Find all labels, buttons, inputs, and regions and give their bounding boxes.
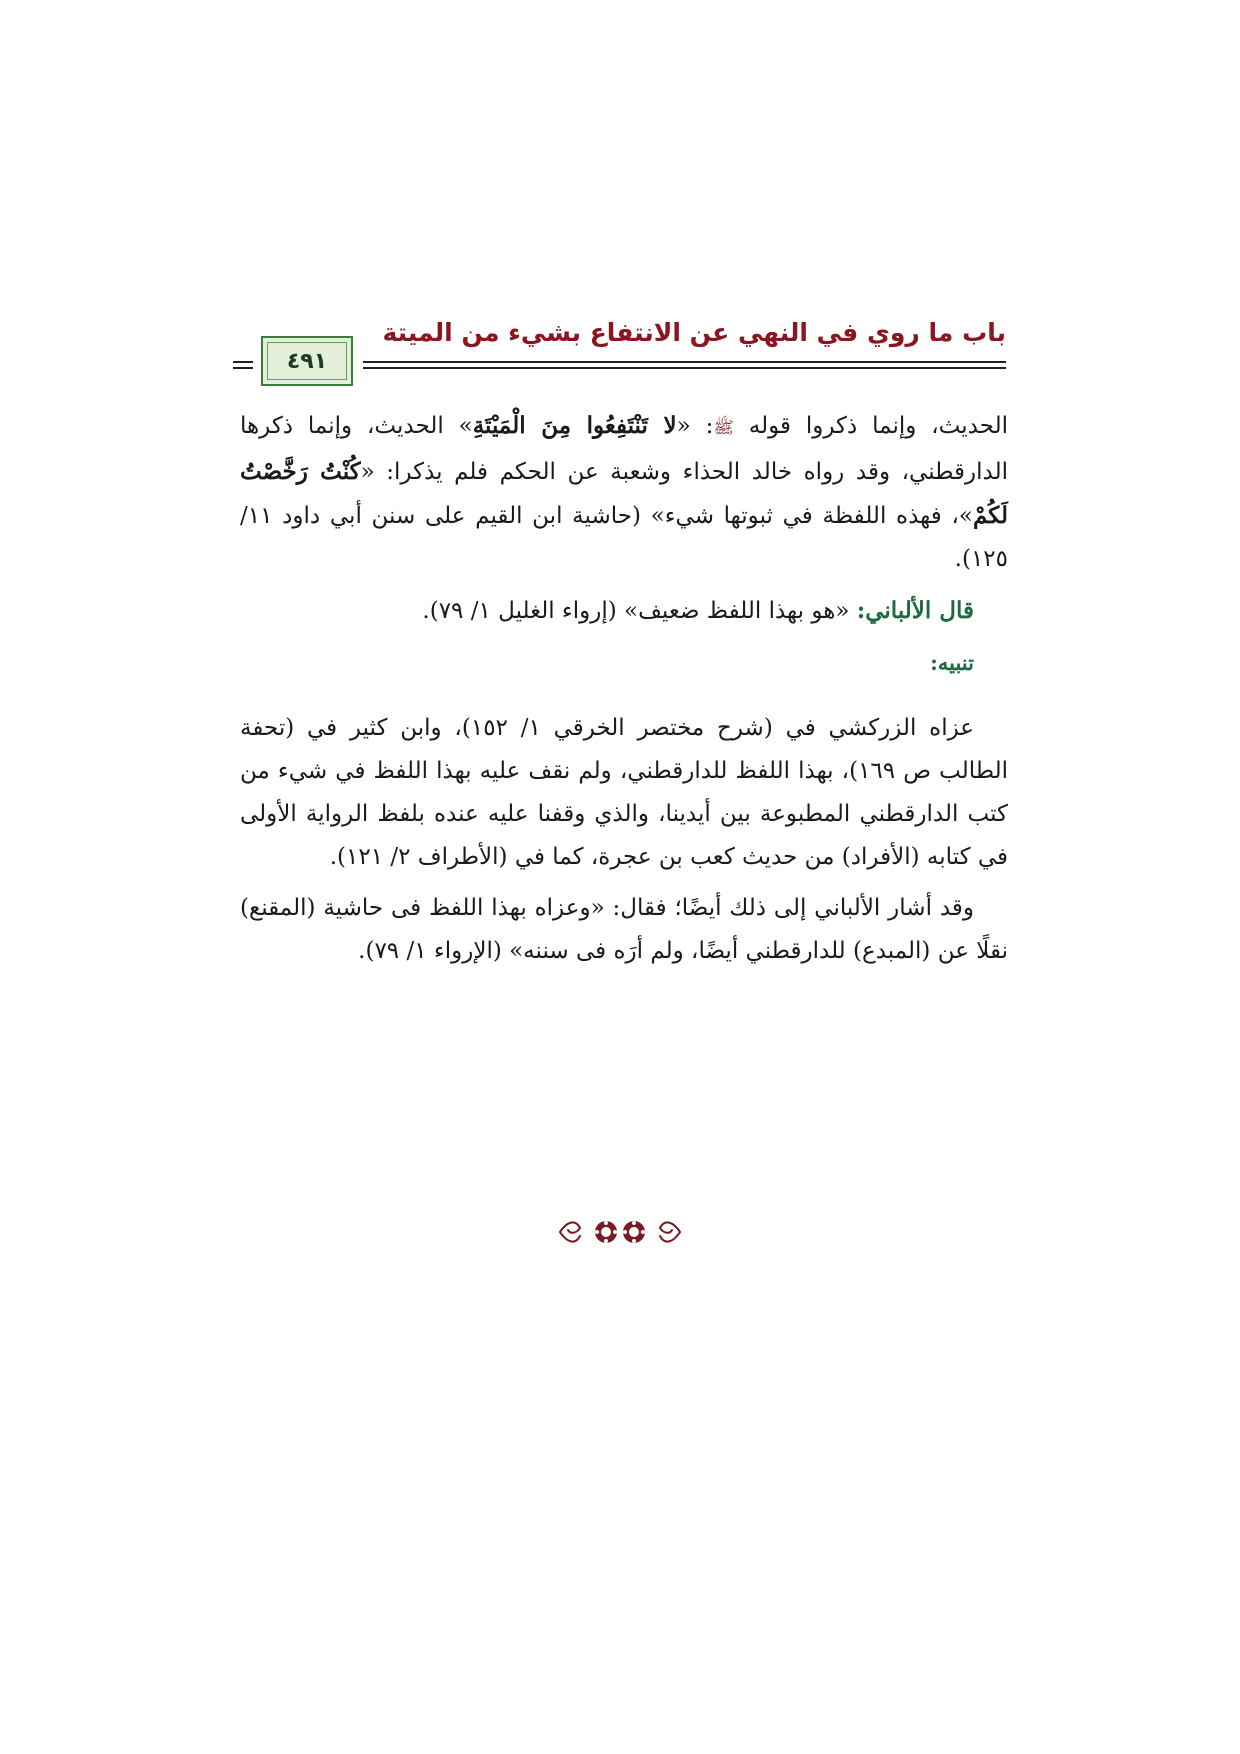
header-rule-right-top (363, 361, 1006, 363)
note-heading (240, 641, 1008, 685)
paragraph-hadith-commentary (240, 404, 1008, 581)
speaker-label: قال الألباني: (856, 597, 974, 624)
header-rule-left-top (233, 361, 253, 363)
text-run: «هو بهذا اللفظ ضعيف» (إرواء الغليل ١/ ٧٩). (422, 598, 857, 624)
text-run: » الحديث، وإنما ذكرها الدارقطني، وقد رواه خالد الحذاء وشعبة عن الحكم فلم يذكرا: « (240, 413, 1008, 485)
paragraph-albani-note: وقد أشار الألباني إلى ذلك أيضًا؛ فقال: «وعزاه بهذا اللفظ فى حاشية (المقنع) نقلًا عن (المبدع) للدارقطني أيضًا، ولم أرَه فى سننه» (الإرواء ١/ ٧٩). (240, 895, 1008, 964)
tanbih-label: تنبيه: (930, 650, 974, 675)
header-rule-right-bottom (363, 367, 1006, 369)
page-number: ٤٩١ (286, 348, 328, 374)
header-rule-left-bottom (233, 367, 253, 369)
page-number-frame (261, 336, 353, 386)
page-body (240, 404, 1008, 973)
paragraph-albani-ruling (240, 589, 1008, 633)
page-header (233, 300, 1006, 390)
salla-symbol: ﷺ (713, 418, 734, 438)
text-run: : « (676, 413, 714, 439)
chapter-title: باب ما روي في النهي عن الانتفاع بشيء من الميتة (382, 318, 1006, 347)
text-run: »، فهذه اللفظة في ثبوتها شيء» (حاشية ابن القيم على سنن أبي داود ١١/ ١٢٥). (240, 503, 1008, 572)
hadith-phrase: كُنْتُ رَخَّصْتُ لَكُمْ (240, 458, 1008, 529)
text-run: الحديث، وإنما ذكروا قوله (733, 413, 1008, 439)
paragraph-attribution: عزاه الزركشي في (شرح مختصر الخرقي ١/ ١٥٢)، وابن كثير في (تحفة الطالب ص ١٦٩)، بهذا اللفظ للدارقطني، ولم نقف عليه بهذا اللفظ في شيء من كتب الدارقطني المطبوعة بين أيدينا، والذي وقفنا عليه عنده بلفظ الرواية الأولى في كتابه (الأفراد) من حديث كعب بن عجرة، كما في (الأطراف ٢/ ١٢١). (240, 715, 1009, 870)
hadith-quote: لا تَنْتَفِعُوا مِنَ الْمَيْتَةِ (472, 412, 677, 439)
floral-divider-icon (550, 1212, 690, 1252)
